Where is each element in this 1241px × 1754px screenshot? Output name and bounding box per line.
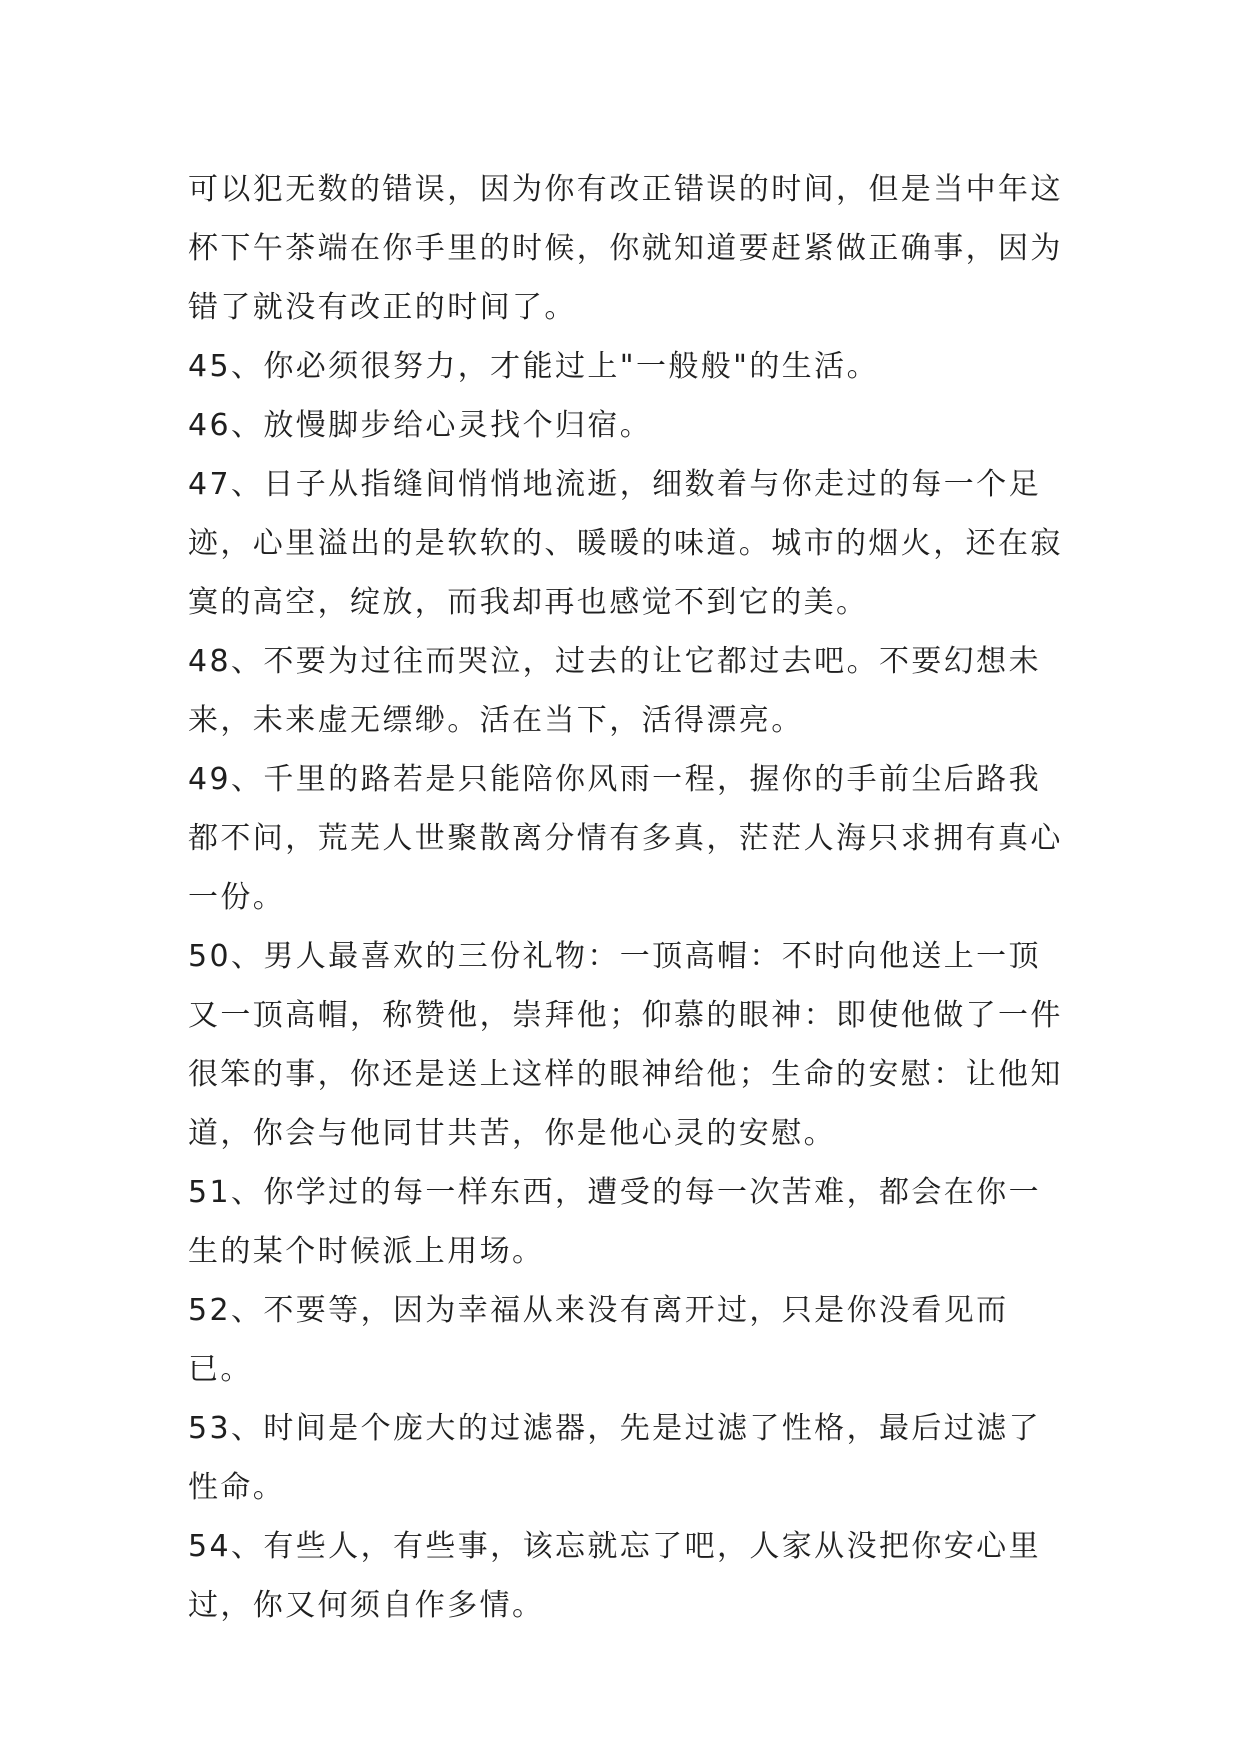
paragraph-45: 45、你必须很努力，才能过上"一般般"的生活。 xyxy=(188,349,879,384)
paragraph-54: 54、有些人，有些事，该忘就忘了吧，人家从没把你安心里过，你又何须自作多情。 xyxy=(188,1529,1041,1623)
document-body xyxy=(188,160,1068,1635)
paragraph-46: 46、放慢脚步给心灵找个归宿。 xyxy=(188,408,653,443)
paragraph-53: 53、时间是个庞大的过滤器，先是过滤了性格，最后过滤了性命。 xyxy=(188,1411,1041,1505)
paragraph-48: 48、不要为过往而哭泣，过去的让它都过去吧。不要幻想未来，未来虚无缥缈。活在当下，活得漂亮。 xyxy=(188,644,1041,738)
paragraph-51: 51、你学过的每一样东西，遭受的每一次苦难，都会在你一生的某个时候派上用场。 xyxy=(188,1175,1041,1269)
paragraph-continued: 可以犯无数的错误，因为你有改正错误的时间，但是当中年这杯下午茶端在你手里的时候，你就知道要赶紧做正确事，因为错了就没有改正的时间了。 xyxy=(188,172,1063,325)
paragraph-49: 49、千里的路若是只能陪你风雨一程，握你的手前尘后路我都不问，荒芜人世聚散离分情有多真，茫茫人海只求拥有真心一份。 xyxy=(188,762,1063,915)
paragraph-47: 47、日子从指缝间悄悄地流逝，细数着与你走过的每一个足迹，心里溢出的是软软的、暖暖的味道。城市的烟火，还在寂寞的高空，绽放，而我却再也感觉不到它的美。 xyxy=(188,467,1063,620)
paragraph-52: 52、不要等，因为幸福从来没有离开过，只是你没看见而已。 xyxy=(188,1293,1009,1387)
paragraph-50: 50、男人最喜欢的三份礼物：一顶高帽：不时向他送上一顶又一顶高帽，称赞他，崇拜他；仰慕的眼神：即使他做了一件很笨的事，你还是送上这样的眼神给他；生命的安慰：让他知道，你会与他同甘共苦，你是他心灵的安慰。 xyxy=(188,939,1063,1151)
